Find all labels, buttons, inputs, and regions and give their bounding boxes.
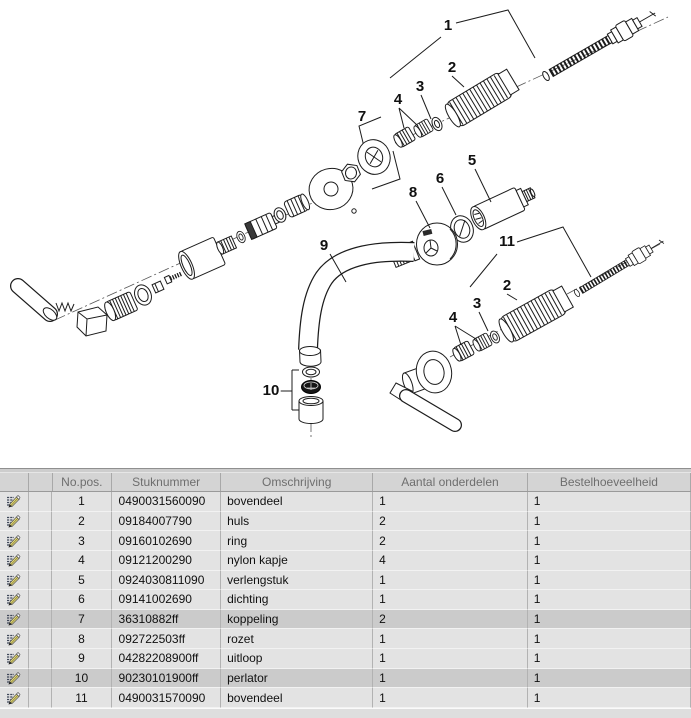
cell-bestelhoeveelheid: 1	[528, 590, 691, 610]
cell-omschrijving: uitloop	[221, 649, 373, 669]
cell-bestelhoeveelheid: 1	[528, 492, 691, 512]
edit-icon	[6, 691, 21, 705]
header-stuknummer[interactable]: Stuknummer	[112, 473, 221, 491]
cell-aantal-onderdelen: 2	[373, 531, 528, 551]
cell-omschrijving: huls	[221, 512, 373, 532]
cell-aantal-onderdelen: 1	[373, 669, 528, 689]
callout-3-top: 3	[415, 78, 425, 95]
edit-icon	[6, 514, 21, 528]
cell-omschrijving: nylon kapje	[221, 551, 373, 571]
koppeling-drawing	[340, 117, 400, 189]
callout-4-top: 4	[393, 91, 403, 108]
header-omschrijving[interactable]: Omschrijving	[221, 473, 373, 491]
callout-7: 7	[357, 108, 367, 125]
header-icon-col	[0, 473, 29, 491]
cell-no-pos: 7	[52, 610, 111, 630]
edit-icon	[6, 494, 21, 508]
cell-aantal-onderdelen: 2	[373, 610, 528, 630]
cell-no-pos: 3	[52, 531, 111, 551]
table-row[interactable]	[0, 610, 691, 630]
edit-icon	[6, 592, 21, 606]
row-spacer-cell	[29, 512, 53, 532]
callout-2-bottom: 2	[502, 277, 512, 294]
cell-stuknummer: 09121200290	[112, 551, 222, 571]
header-bestelhoeveelheid[interactable]: Bestelhoeveelheid	[528, 473, 691, 491]
callout-8: 8	[408, 184, 418, 201]
edit-icon	[6, 671, 21, 685]
cell-omschrijving: bovendeel	[221, 492, 373, 512]
edit-row-button[interactable]	[0, 551, 29, 571]
table-row[interactable]	[0, 688, 691, 708]
cell-stuknummer: 36310882ff	[112, 610, 222, 630]
table-row[interactable]	[0, 531, 691, 551]
bottom-bovendeel-drawing	[448, 235, 667, 363]
cell-no-pos: 10	[52, 669, 111, 689]
row-spacer-cell	[29, 590, 53, 610]
cell-aantal-onderdelen: 1	[373, 688, 528, 708]
cell-stuknummer: 09184007790	[112, 512, 222, 532]
cell-aantal-onderdelen: 1	[373, 492, 528, 512]
edit-row-button[interactable]	[0, 590, 29, 610]
edit-row-button[interactable]	[0, 531, 29, 551]
perlator-drawing	[299, 367, 323, 424]
row-spacer-cell	[29, 649, 53, 669]
cell-no-pos: 2	[52, 512, 111, 532]
cell-bestelhoeveelheid: 1	[528, 571, 691, 591]
cell-stuknummer: 0490031560090	[112, 492, 222, 512]
callout-9: 9	[319, 237, 329, 254]
parts-table	[0, 468, 691, 718]
cell-bestelhoeveelheid: 1	[528, 629, 691, 649]
callout-6: 6	[435, 170, 445, 187]
row-spacer-cell	[29, 688, 53, 708]
cell-stuknummer: 0490031570090	[112, 688, 222, 708]
edit-row-button[interactable]	[0, 512, 29, 532]
callout-11: 11	[499, 233, 515, 250]
edit-row-button[interactable]	[0, 610, 29, 630]
cell-omschrijving: verlengstuk	[221, 571, 373, 591]
cell-aantal-onderdelen: 1	[373, 590, 528, 610]
table-row[interactable]	[0, 492, 691, 512]
cell-omschrijving: ring	[221, 531, 373, 551]
row-spacer-cell	[29, 669, 53, 689]
callout-4-bottom: 4	[448, 309, 458, 326]
cell-aantal-onderdelen: 1	[373, 571, 528, 591]
edit-icon	[6, 632, 21, 646]
callout-leader-lines	[280, 10, 591, 410]
edit-icon	[6, 534, 21, 548]
verlengstuk-drawing	[468, 181, 540, 232]
cell-bestelhoeveelheid: 1	[528, 531, 691, 551]
cell-omschrijving: bovendeel	[221, 688, 373, 708]
table-header-row	[0, 473, 691, 492]
row-spacer-cell	[29, 610, 53, 630]
lower-lever-drawing	[390, 348, 455, 425]
cell-stuknummer: 0924030811090	[112, 571, 222, 591]
cell-omschrijving: rozet	[221, 629, 373, 649]
cell-omschrijving: perlator	[221, 669, 373, 689]
table-row[interactable]	[0, 590, 691, 610]
table-row[interactable]	[0, 629, 691, 649]
edit-row-button[interactable]	[0, 688, 29, 708]
cell-bestelhoeveelheid: 1	[528, 688, 691, 708]
cell-omschrijving: koppeling	[221, 610, 373, 630]
cell-aantal-onderdelen: 1	[373, 629, 528, 649]
cell-aantal-onderdelen: 1	[373, 649, 528, 669]
row-spacer-cell	[29, 571, 53, 591]
row-spacer-cell	[29, 551, 53, 571]
callout-3-bottom: 3	[472, 295, 482, 312]
callout-2-top: 2	[447, 59, 457, 76]
edit-row-button[interactable]	[0, 629, 29, 649]
table-body	[0, 492, 691, 708]
edit-icon	[6, 651, 21, 665]
cell-stuknummer: 09160102690	[112, 531, 222, 551]
cell-bestelhoeveelheid: 1	[528, 551, 691, 571]
edit-row-button[interactable]	[0, 571, 29, 591]
callout-1: 1	[443, 17, 453, 34]
cell-omschrijving: dichting	[221, 590, 373, 610]
table-row[interactable]	[0, 551, 691, 571]
callout-10: 10	[262, 382, 280, 399]
cell-no-pos: 8	[52, 629, 111, 649]
edit-row-button[interactable]	[0, 492, 29, 512]
callout-5: 5	[467, 152, 477, 169]
header-aantal-onderdelen[interactable]: Aantal onderdelen	[373, 473, 528, 491]
spout-drawing	[300, 241, 420, 366]
edit-icon	[6, 573, 21, 587]
cell-stuknummer: 90230101900ff	[112, 669, 222, 689]
cell-no-pos: 1	[52, 492, 111, 512]
table-row[interactable]	[0, 512, 691, 532]
table-bottom-filler	[0, 708, 691, 718]
cell-no-pos: 5	[52, 571, 111, 591]
cell-bestelhoeveelheid: 1	[528, 512, 691, 532]
cell-bestelhoeveelheid: 1	[528, 649, 691, 669]
edit-row-button[interactable]	[0, 649, 29, 669]
row-spacer-cell	[29, 629, 53, 649]
rozet-drawing	[417, 223, 458, 265]
cell-no-pos: 6	[52, 590, 111, 610]
cell-bestelhoeveelheid: 1	[528, 669, 691, 689]
table-row[interactable]	[0, 571, 691, 591]
top-bovendeel-drawing	[392, 5, 660, 149]
cell-stuknummer: 09141002690	[112, 590, 222, 610]
cell-stuknummer: 092722503ff	[112, 629, 222, 649]
header-spacer-col	[29, 473, 53, 491]
row-spacer-cell	[29, 492, 53, 512]
edit-row-button[interactable]	[0, 669, 29, 689]
cell-no-pos: 9	[52, 649, 111, 669]
cell-bestelhoeveelheid: 1	[528, 610, 691, 630]
row-spacer-cell	[29, 531, 53, 551]
edit-icon	[6, 553, 21, 567]
header-no-pos[interactable]: No.pos.	[53, 473, 112, 491]
edit-icon	[6, 612, 21, 626]
table-row[interactable]	[0, 649, 691, 669]
cell-no-pos: 4	[52, 551, 111, 571]
cell-no-pos: 11	[52, 688, 111, 708]
cell-stuknummer: 04282208900ff	[112, 649, 222, 669]
table-row[interactable]	[0, 669, 691, 689]
cell-aantal-onderdelen: 2	[373, 512, 528, 532]
cell-aantal-onderdelen: 4	[373, 551, 528, 571]
